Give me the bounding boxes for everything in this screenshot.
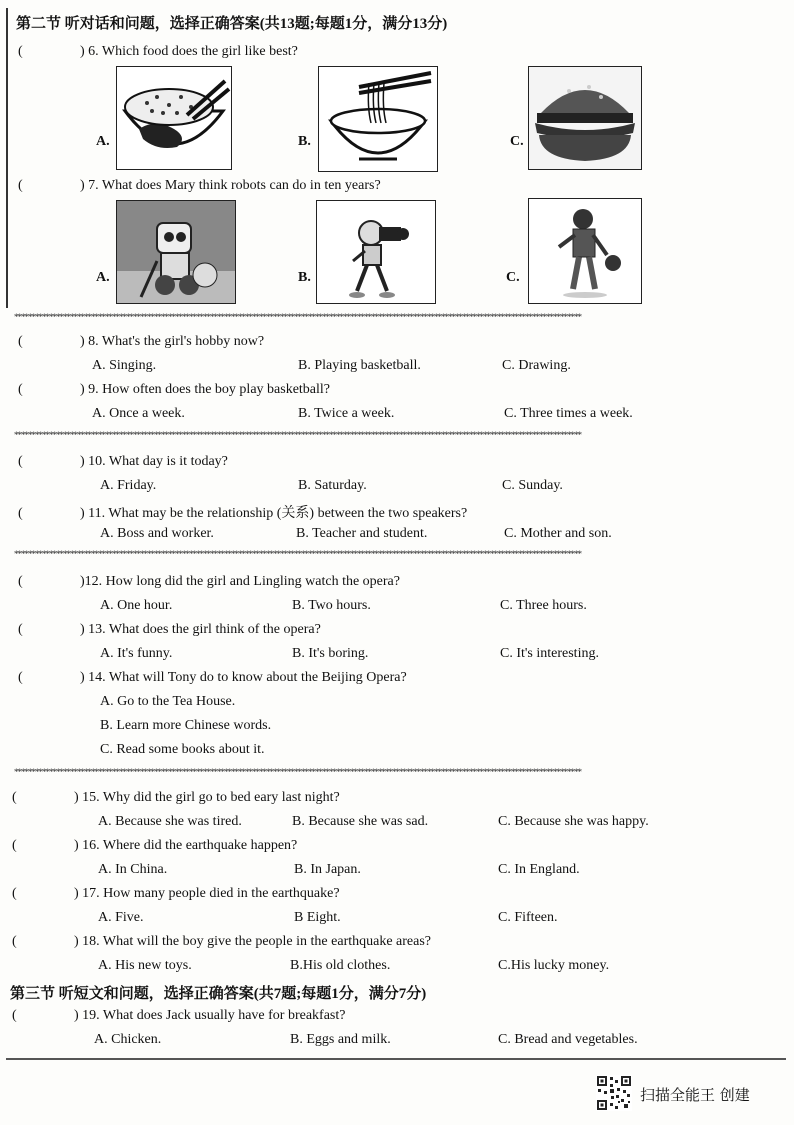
question-6: ( ) 6. Which food does the girl like best? [18,44,298,59]
q11-option-b[interactable]: B. Teacher and student. [296,526,428,541]
robot-basketball-icon [528,198,642,304]
q9-option-b[interactable]: B. Twice a week. [298,406,395,421]
q13-option-a[interactable]: A. It's funny. [100,646,173,661]
margin-line [6,8,8,308]
rice-bowl-icon [116,66,232,170]
q10-option-c[interactable]: C. Sunday. [502,478,563,493]
q16-option-a[interactable]: A. In China. [98,862,168,877]
q7-label-c: C. [506,270,520,285]
question-18: ( ) 18. What will the boy give the people in the earthquake areas? [12,934,432,949]
q16-option-c[interactable]: C. In England. [498,862,580,877]
scanner-app-label: 扫描全能王 创建 [640,1086,750,1104]
noodle-bowl-icon [318,66,438,172]
q14-option-b[interactable]: B. Learn more Chinese words. [100,718,272,733]
separator-stars: ****************************************************************************************************************************************************************** [14,431,581,439]
q11-option-a[interactable]: A. Boss and worker. [100,526,214,541]
hamburger-icon [528,66,642,170]
q15-option-a[interactable]: A. Because she was tired. [98,814,242,829]
bottom-rule [6,1058,786,1060]
separator-stars: ****************************************************************************************************************************************************************** [14,550,581,558]
q14-option-c[interactable]: C. Read some books about it. [100,742,265,757]
q18-option-a[interactable]: A. His new toys. [98,958,192,973]
q19-option-a[interactable]: A. Chicken. [94,1032,162,1047]
question-8: ( ) 8. What's the girl's hobby now? [18,334,265,349]
question-14: ( ) 14. What will Tony do to know about the Beijing Opera? [18,670,407,685]
section-2-title: 第二节 听对话和问题，选择正确答案(共13题;每题1分，满分13分) [16,16,448,32]
separator-stars: ****************************************************************************************************************************************************************** [14,313,581,321]
q10-option-b[interactable]: B. Saturday. [298,478,367,493]
question-10: ( ) 10. What day is it today? [18,454,228,469]
q9-option-a[interactable]: A. Once a week. [92,406,185,421]
q19-option-c[interactable]: C. Bread and vegetables. [498,1032,638,1047]
qr-code-icon [596,1075,632,1111]
q17-option-a[interactable]: A. Five. [98,910,144,925]
robot-cleaning-icon [116,200,236,304]
q13-option-c[interactable]: C. It's interesting. [500,646,599,661]
q17-option-b[interactable]: B Eight. [294,910,341,925]
robot-camera-icon [316,200,436,304]
separator-stars: ****************************************************************************************************************************************************************** [14,768,581,776]
question-13: ( ) 13. What does the girl think of the opera? [18,622,321,637]
q8-option-b[interactable]: B. Playing basketball. [298,358,421,373]
question-17: ( ) 17. How many people died in the earthquake? [12,886,340,901]
q19-option-b[interactable]: B. Eggs and milk. [290,1032,391,1047]
q16-option-b[interactable]: B. In Japan. [294,862,361,877]
q17-option-c[interactable]: C. Fifteen. [498,910,558,925]
question-12: ( )12. How long did the girl and Lingling watch the opera? [18,574,400,589]
q7-label-b: B. [298,270,311,285]
q13-option-b[interactable]: B. It's boring. [292,646,369,661]
q11-option-c[interactable]: C. Mother and son. [504,526,612,541]
q7-label-a: A. [96,270,110,285]
q12-option-c[interactable]: C. Three hours. [500,598,587,613]
q8-option-a[interactable]: A. Singing. [92,358,157,373]
q18-option-c[interactable]: C.His lucky money. [498,958,610,973]
question-11: ( ) 11. What may be the relationship (关系) between the two speakers? [18,506,468,521]
question-15: ( ) 15. Why did the girl go to bed eary last night? [12,790,340,805]
q12-option-a[interactable]: A. One hour. [100,598,173,613]
q18-option-b[interactable]: B.His old clothes. [290,958,391,973]
q15-option-c[interactable]: C. Because she was happy. [498,814,649,829]
question-19: ( ) 19. What does Jack usually have for breakfast? [12,1008,346,1023]
question-7: ( ) 7. What does Mary think robots can do in ten years? [18,178,381,193]
q15-option-b[interactable]: B. Because she was sad. [292,814,429,829]
section-3-title: 第三节 听短文和问题，选择正确答案(共7题;每题1分，满分7分) [10,986,427,1002]
question-9: ( ) 9. How often does the boy play basketball? [18,382,330,397]
q9-option-c[interactable]: C. Three times a week. [504,406,633,421]
q6-label-c: C. [510,134,524,149]
q12-option-b[interactable]: B. Two hours. [292,598,371,613]
q8-option-c[interactable]: C. Drawing. [502,358,571,373]
q6-label-a: A. [96,134,110,149]
q10-option-a[interactable]: A. Friday. [100,478,157,493]
q14-option-a[interactable]: A. Go to the Tea House. [100,694,236,709]
q6-label-b: B. [298,134,311,149]
question-16: ( ) 16. Where did the earthquake happen? [12,838,298,853]
